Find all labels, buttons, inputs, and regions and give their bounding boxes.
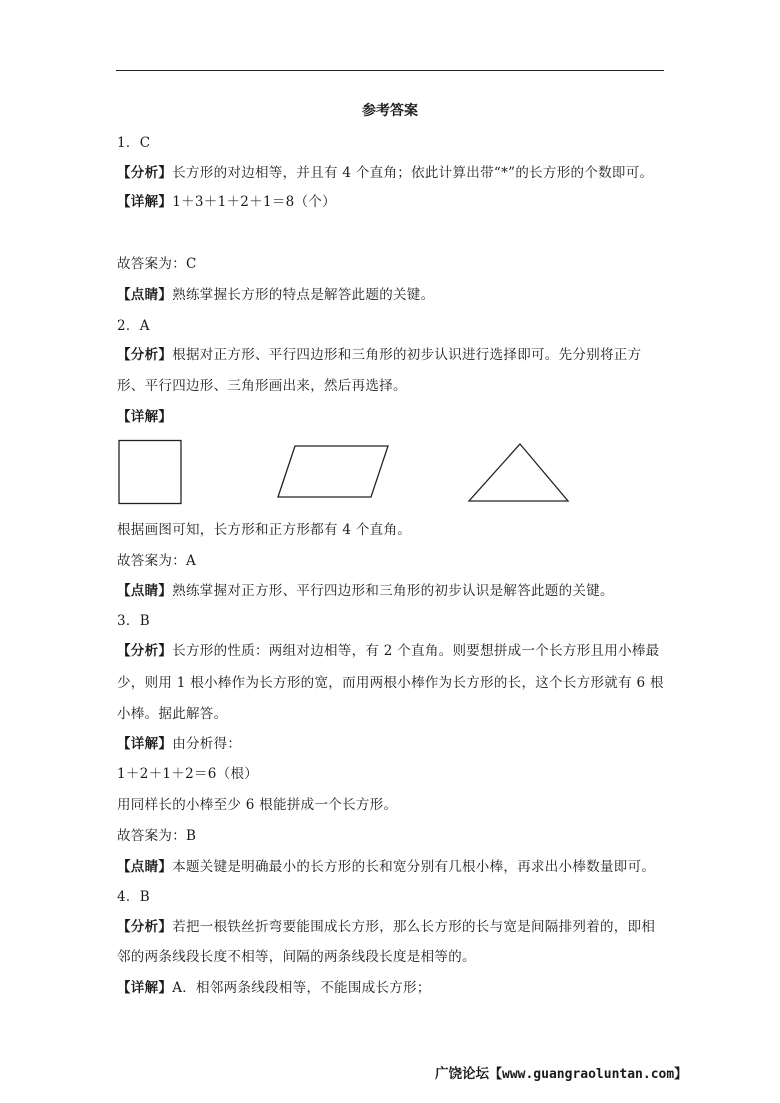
triangle-shape	[469, 444, 568, 501]
q4-detail	[117, 978, 431, 998]
q1-number: 1．C	[117, 135, 151, 151]
detail-tag: 【详解】	[117, 736, 173, 752]
q3-analysis-cont-2: 小棒。据此解答。	[117, 706, 228, 722]
page-title: 参考答案	[362, 103, 418, 119]
analysis-tag: 【分析】	[117, 165, 173, 181]
shape-figures	[110, 434, 590, 510]
analysis-text: 长方形的对边相等，并且有 4 个直角；依此计算出带“*”的长方形的个数即可。	[172, 165, 654, 181]
q1-comment	[117, 285, 434, 305]
comment-text: 熟练掌握对正方形、平行四边形和三角形的初步认识是解答此题的关键。	[172, 583, 614, 599]
comment-text: 本题关键是明确最小的长方形的长和宽分别有几根小棒，再求出小棒数量即可。	[172, 859, 656, 875]
q2-detail	[117, 407, 172, 427]
q3-analysis	[117, 641, 659, 661]
header-rule	[116, 70, 664, 71]
detail-tag: 【详解】	[117, 980, 173, 996]
q3-analysis-cont-1: 少，则用 1 根小棒作为长方形的宽，而用两根小棒作为长方形的长，这个长方形就有 6 根	[117, 675, 664, 691]
analysis-text: 长方形的性质：两组对边相等，有 2 个直角。则要想拼成一个长方形且用小棒最	[172, 643, 660, 659]
analysis-tag: 【分析】	[117, 347, 173, 363]
footer-site: 【www.guangraoluntan.com】	[489, 1067, 688, 1082]
q3-detail-calc: 1＋2＋1＋2＝6（根）	[117, 766, 259, 782]
q1-answer: 故答案为：C	[117, 256, 197, 272]
detail-text: 由分析得：	[172, 736, 242, 752]
comment-tag: 【点睛】	[117, 287, 173, 303]
q3-number: 3．B	[117, 613, 150, 629]
q1-detail	[117, 192, 336, 212]
parallelogram-shape	[278, 446, 388, 497]
detail-tag: 【详解】	[117, 409, 173, 425]
q3-detail-conclusion: 用同样长的小棒至少 6 根能拼成一个长方形。	[117, 797, 398, 813]
q4-analysis-cont: 邻的两条线段长度不相等，间隔的两条线段长度是相等的。	[117, 949, 476, 965]
comment-tag: 【点睛】	[117, 583, 173, 599]
q3-comment	[117, 857, 655, 877]
q1-analysis	[117, 163, 653, 183]
detail-text: A．相邻两条线段相等，不能围成长方形；	[172, 980, 431, 996]
q3-answer: 故答案为：B	[117, 828, 197, 844]
q3-detail	[117, 734, 241, 754]
q2-comment	[117, 581, 614, 601]
detail-text: 1＋3＋1＋2＋1＝8（个）	[172, 194, 336, 210]
footer-brand: 广饶论坛	[435, 1066, 489, 1082]
q4-number: 4．B	[117, 889, 150, 905]
q2-answer: 故答案为：A	[117, 553, 197, 569]
footer-watermark	[435, 1062, 687, 1082]
q2-analysis-cont: 形、平行四边形、三角形画出来，然后再选择。	[117, 378, 407, 394]
analysis-text: 根据对正方形、平行四边形和三角形的初步认识进行选择即可。先分别将正方	[172, 347, 642, 363]
comment-tag: 【点睛】	[117, 859, 173, 875]
analysis-tag: 【分析】	[117, 643, 173, 659]
analysis-tag: 【分析】	[117, 919, 173, 935]
square-shape	[119, 441, 181, 504]
detail-tag: 【详解】	[117, 194, 173, 210]
comment-text: 熟练掌握长方形的特点是解答此题的关键。	[172, 287, 435, 303]
q2-analysis	[117, 345, 641, 365]
q4-analysis	[117, 917, 655, 937]
q2-number: 2．A	[117, 318, 150, 334]
analysis-text: 若把一根铁丝折弯要能围成长方形，那么长方形的长与宽是间隔排列着的，即相	[172, 919, 656, 935]
q2-detail-text: 根据画图可知，长方形和正方形都有 4 个直角。	[117, 522, 412, 538]
